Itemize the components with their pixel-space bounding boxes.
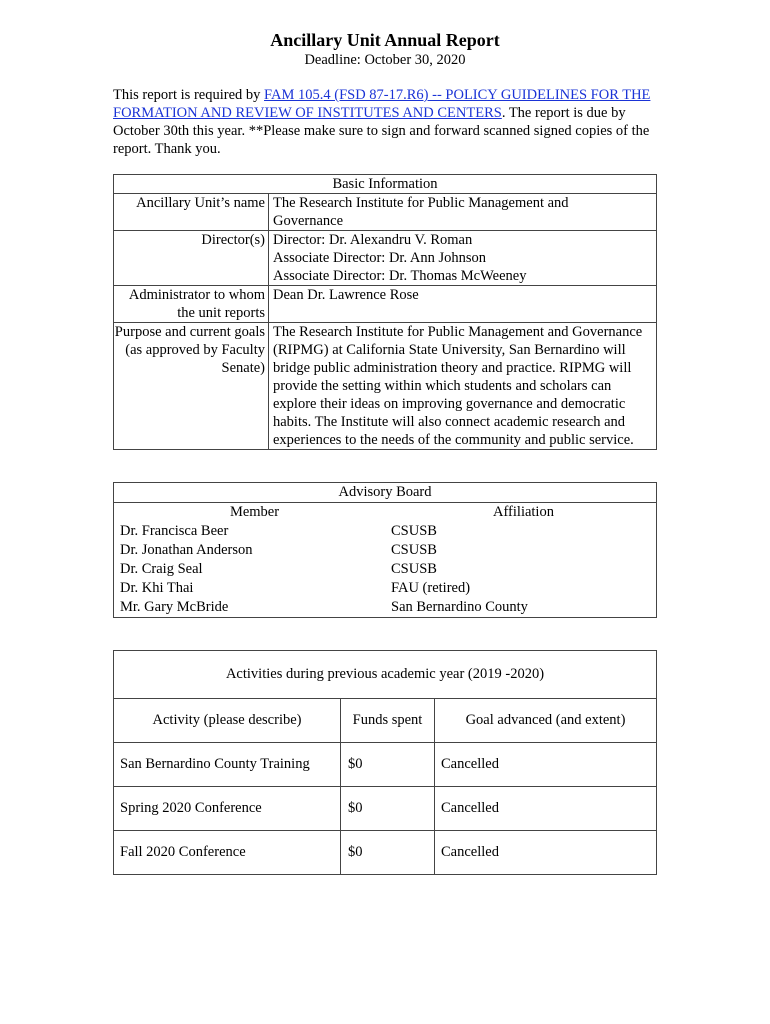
goal-cell: Cancelled	[435, 787, 657, 831]
table-row	[114, 323, 657, 450]
member-name: Dr. Francisca Beer	[120, 523, 229, 539]
activity-cell: Spring 2020 Conference	[114, 787, 341, 831]
table-row	[114, 579, 657, 598]
basic-info-table	[113, 174, 657, 450]
member-name: Dr. Craig Seal	[120, 561, 203, 577]
directors-label: Director(s)	[114, 231, 269, 286]
affiliation-column-header: Affiliation	[493, 504, 554, 520]
purpose-label: Purpose and current goals (as approved by Faculty Senate)	[114, 323, 269, 450]
director-line: Associate Director: Dr. Ann Johnson	[273, 250, 487, 266]
goal-column-header: Goal advanced (and extent)	[435, 699, 657, 743]
member-affiliation: CSUSB	[391, 561, 437, 577]
table-row	[114, 194, 657, 231]
funds-cell: $0	[341, 743, 435, 787]
administrator-value: Dean Dr. Lawrence Rose	[269, 286, 657, 323]
funds-cell: $0	[341, 831, 435, 875]
page-title: Ancillary Unit Annual Report	[270, 30, 500, 50]
table-row	[114, 598, 657, 618]
advisory-board-table	[113, 482, 657, 618]
table-row	[114, 522, 657, 541]
table-row	[114, 787, 657, 831]
purpose-value: The Research Institute for Public Management and Governance (RIPMG) at California State University, San Bernardino will bridge public administration theory and practice. RIPMG will provide the setting within which students and scholars can explore their ideas on improving governance and democratic habits. The Institute will also connect academic research and experiences to the needs of the community and public service.	[273, 324, 643, 448]
unit-name-line: The Research Institute for Public Management and	[273, 195, 569, 211]
unit-name-line: Governance	[273, 213, 344, 229]
intro-suffix: . The report is due by October 30th this year. **Please make sure to sign and forward scanned signed copies of the report. Thank you.	[113, 105, 650, 157]
advisory-board-heading: Advisory Board	[114, 483, 657, 503]
table-row	[114, 831, 657, 875]
member-name: Dr. Khi Thai	[120, 580, 194, 596]
table-row	[114, 560, 657, 579]
member-affiliation: CSUSB	[391, 542, 437, 558]
funds-cell: $0	[341, 787, 435, 831]
table-row	[114, 231, 657, 286]
activity-cell: San Bernardino County Training	[114, 743, 341, 787]
table-row	[114, 286, 657, 323]
basic-info-heading: Basic Information	[114, 175, 657, 194]
member-affiliation: FAU (retired)	[391, 580, 471, 596]
administrator-label: Administrator to whom the unit reports	[114, 286, 269, 323]
member-name: Dr. Jonathan Anderson	[120, 542, 253, 558]
member-affiliation: CSUSB	[391, 523, 437, 539]
intro-prefix: This report is required by	[113, 87, 265, 103]
deadline: Deadline: October 30, 2020	[304, 52, 466, 68]
table-row	[114, 541, 657, 560]
table-row	[114, 743, 657, 787]
activity-column-header: Activity (please describe)	[114, 699, 341, 743]
activities-table	[113, 650, 657, 875]
director-line: Associate Director: Dr. Thomas McWeeney	[273, 268, 527, 284]
funds-column-header: Funds spent	[341, 699, 435, 743]
unit-name-value	[269, 194, 657, 231]
directors-value	[269, 231, 657, 286]
unit-name-label: Ancillary Unit’s name	[114, 194, 269, 231]
policy-link[interactable]: FAM 105.4 (FSD 87-17.R6) -- POLICY GUIDELINES FOR THE FORMATION AND REVIEW OF INSTITUTES AND CENTERS	[113, 87, 651, 121]
activities-heading: Activities during previous academic year (2019 -2020)	[114, 651, 657, 699]
member-name: Mr. Gary McBride	[120, 599, 229, 615]
intro-paragraph	[113, 86, 658, 158]
activity-cell: Fall 2020 Conference	[114, 831, 341, 875]
goal-cell: Cancelled	[435, 743, 657, 787]
goal-cell: Cancelled	[441, 844, 499, 860]
director-line: Director: Dr. Alexandru V. Roman	[273, 232, 473, 248]
member-affiliation: San Bernardino County	[391, 599, 528, 615]
member-column-header: Member	[229, 504, 280, 520]
